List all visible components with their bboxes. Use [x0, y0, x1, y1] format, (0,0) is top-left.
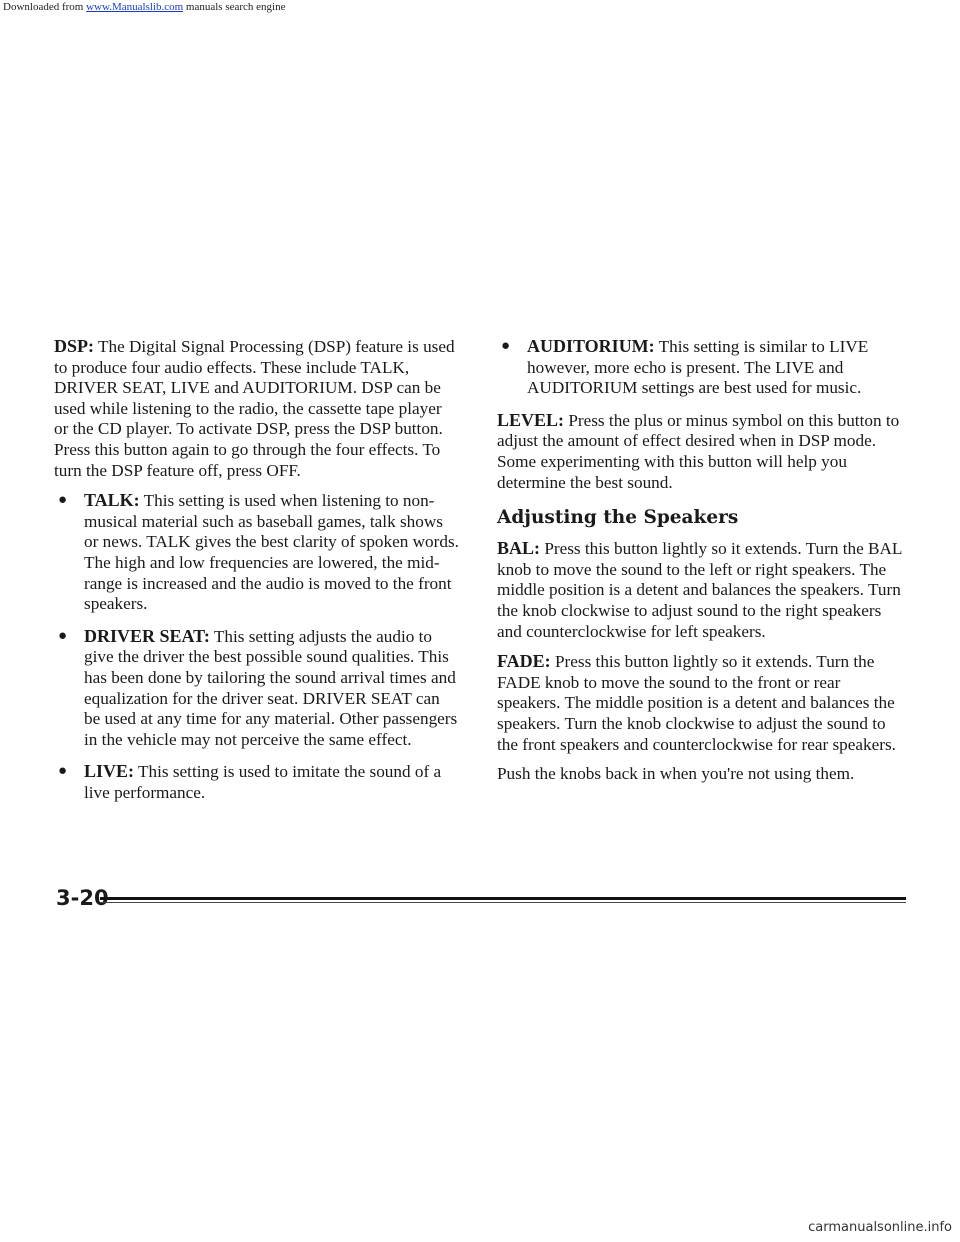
effect-text: This setting adjusts the audio to give the driver the best possible sound qualities. This has been done by tailoring the sound arrival times and equalization for the driver seat. DRIVER SEAT can be used at any time for any material. Other passengers in the vehicle may not perceive the same effect.: [84, 626, 458, 749]
bal-label: BAL:: [497, 538, 541, 559]
effect-label: LIVE:: [84, 761, 135, 782]
manualslib-link[interactable]: www.Manualslib.com: [86, 1, 184, 13]
effect-label: DRIVER SEAT:: [84, 625, 210, 646]
page-number: 3-20: [56, 886, 109, 910]
bal-paragraph: [497, 538, 907, 642]
banner-prefix: Downloaded from: [3, 1, 87, 13]
footer-rule-thin: [100, 902, 906, 903]
effect-text: This setting is similar to LIVE however, more echo is present. The LIVE and AUDITORIUM settings are best used for music.: [527, 337, 869, 398]
list-item: [54, 626, 460, 751]
watermark: carmanualsonline.info: [808, 1220, 952, 1235]
left-column: [54, 336, 460, 814]
download-banner: [0, 0, 960, 14]
bal-text: Press this button lightly so it extends. Turn the BAL knob to move the sound to the left or right speakers. The middle position is a detent and balances the speakers. Turn the knob clockwise to adjust sound to the right speakers and counterclockwise for left speakers.: [497, 539, 902, 641]
footer-rule: [100, 897, 906, 900]
list-item: [497, 336, 907, 399]
dsp-effects-list: [54, 490, 460, 803]
level-text: Press the plus or minus symbol on this button to adjust the amount of effect desired when in DSP mode. Some experimenting with this button will help you determine the best sound.: [497, 410, 900, 492]
dsp-paragraph: [54, 336, 460, 481]
effect-label: AUDITORIUM:: [527, 336, 655, 356]
bullet-icon: ●: [58, 492, 68, 509]
closing-paragraph: Push the knobs back in when you're not using them.: [497, 764, 855, 784]
right-column: [497, 336, 907, 794]
level-paragraph: [497, 410, 907, 493]
level-label: LEVEL:: [497, 409, 565, 430]
dsp-text: The Digital Signal Processing (DSP) feature is used to produce four audio effects. These include TALK, DRIVER SEAT, LIVE and AUDITORIUM. DSP can be used while listening to the radio, the cassette tape player or the CD player. To activate DSP, press the DSP button. Press this button again to go through the four effects. To turn the DSP feature off, press OFF.: [54, 337, 455, 480]
fade-text: Press this button lightly so it extends. Turn the FADE knob to move the sound to the front or rear speakers. The middle position is a detent and balances the speakers. Turn the knob clockwise to adjust the sound to the front speakers and counterclockwise for rear speakers.: [497, 652, 896, 754]
effect-text: This setting is used to imitate the sound of a live performance.: [84, 762, 442, 802]
dsp-label: DSP:: [54, 336, 94, 356]
list-item: [54, 490, 460, 615]
bullet-icon: ●: [501, 338, 511, 354]
fade-label: FADE:: [497, 651, 551, 672]
effect-text: This setting is used when listening to non-musical material such as baseball games, talk shows or news. TALK gives the best clarity of spoken words. The high and low frequencies are lowered, the mid-range is increased and the audio is moved to the front speakers.: [84, 491, 459, 614]
page-footer: [56, 886, 906, 910]
bullet-icon: ●: [58, 763, 68, 780]
dsp-effects-list-continued: [497, 336, 907, 399]
fade-paragraph: [497, 651, 907, 755]
effect-label: TALK:: [84, 490, 140, 511]
list-item: [54, 761, 460, 803]
bullet-icon: ●: [58, 627, 68, 644]
section-heading: Adjusting the Speakers: [497, 507, 739, 529]
banner-suffix: manuals search engine: [183, 1, 286, 13]
